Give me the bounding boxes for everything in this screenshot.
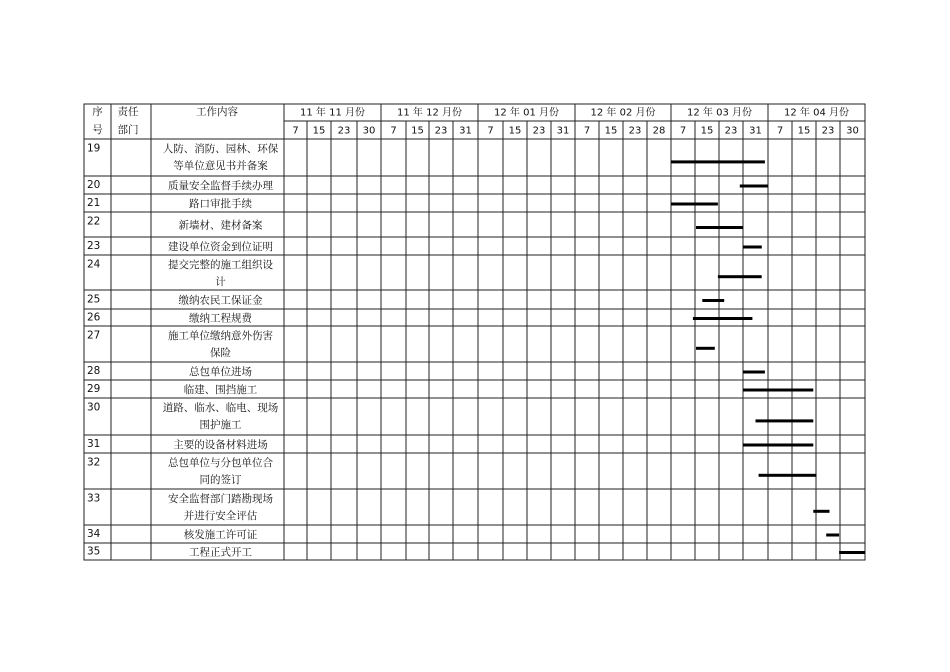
header-seq-top: 序 <box>92 106 103 118</box>
task-number: 30 <box>87 401 101 414</box>
task-number: 21 <box>87 197 101 209</box>
task-number: 19 <box>87 142 101 155</box>
day-tick-label: 23 <box>434 125 448 137</box>
gantt-bar <box>743 389 813 392</box>
task-description: 缴纳工程规费 <box>189 312 252 325</box>
day-tick-label: 15 <box>508 125 522 137</box>
gantt-bar <box>702 299 724 302</box>
month-label: 12 年 04 月份 <box>784 107 849 119</box>
task-description: 工程正式开工 <box>189 546 252 559</box>
day-tick-label: 23 <box>628 125 642 137</box>
day-tick-label: 7 <box>292 125 299 137</box>
task-description: 安全监督部门踏勘现场 <box>168 493 273 505</box>
day-tick-label: 30 <box>846 125 859 137</box>
gantt-bar <box>839 551 865 554</box>
day-tick-label: 31 <box>459 125 472 137</box>
month-label: 12 年 02 月份 <box>590 107 656 119</box>
task-description: 总包单位进场 <box>189 366 252 378</box>
task-number: 35 <box>87 545 101 558</box>
task-description: 施工单位缴纳意外伤害 <box>168 330 273 342</box>
day-tick-label: 15 <box>312 125 326 137</box>
day-tick-label: 7 <box>583 125 591 137</box>
gantt-bar <box>671 160 765 163</box>
gantt-bar <box>693 317 753 320</box>
day-tick-label: 23 <box>821 125 835 137</box>
day-tick-label: 15 <box>411 125 424 137</box>
task-number: 22 <box>87 215 101 228</box>
day-tick-label: 15 <box>700 125 714 137</box>
task-description: 保险 <box>210 347 231 359</box>
task-description: 等单位意见书并备案 <box>173 160 268 172</box>
task-number: 34 <box>87 528 101 540</box>
task-number: 20 <box>87 179 101 191</box>
task-description: 提交完整的施工组织设 <box>168 259 273 271</box>
day-tick-label: 28 <box>652 125 666 137</box>
task-description: 新墙材、建材备案 <box>178 219 263 232</box>
task-description: 核发施工许可证 <box>183 529 258 541</box>
task-number: 24 <box>87 258 101 271</box>
task-description: 围护施工 <box>199 419 242 431</box>
day-tick-label: 7 <box>776 125 784 137</box>
task-description: 道路、临水、临电、现场 <box>162 402 279 414</box>
task-number: 23 <box>87 240 101 252</box>
gantt-bar <box>696 347 715 350</box>
month-label: 12 年 01 月份 <box>494 107 559 119</box>
task-number: 29 <box>87 383 101 395</box>
gantt-bar <box>756 419 814 422</box>
task-number: 32 <box>87 456 101 469</box>
task-number: 27 <box>87 329 101 342</box>
task-description: 缴纳农民工保证金 <box>178 294 263 307</box>
task-description: 建设单位资金到位证明 <box>168 241 273 253</box>
task-number: 31 <box>87 438 101 450</box>
task-description: 总包单位与分包单位合 <box>168 457 273 469</box>
header-dept-bottom: 部门 <box>117 124 139 136</box>
task-description: 主要的设备材料进场 <box>173 439 268 451</box>
task-number: 33 <box>87 492 101 505</box>
task-number: 28 <box>87 365 101 377</box>
task-number: 26 <box>87 311 101 324</box>
task-description: 计 <box>215 276 226 288</box>
task-description: 同的签订 <box>199 474 242 486</box>
day-tick-label: 31 <box>556 125 570 137</box>
header-seq-bottom: 号 <box>92 124 103 136</box>
gantt-bar <box>813 510 829 513</box>
gantt-bar <box>743 246 762 249</box>
header-work-content: 工作内容 <box>196 106 238 118</box>
day-tick-label: 23 <box>532 125 546 137</box>
task-number: 25 <box>87 293 101 306</box>
task-description: 并进行安全评估 <box>183 510 258 522</box>
gantt-bar <box>740 185 768 188</box>
day-tick-label: 7 <box>679 125 687 137</box>
header-dept-top: 责任 <box>117 106 139 118</box>
gantt-bar <box>743 444 813 447</box>
gantt-bar <box>759 474 817 477</box>
day-tick-label: 7 <box>390 125 397 137</box>
task-description: 人防、消防、园林、环保 <box>162 143 279 155</box>
day-tick-label: 15 <box>797 125 811 137</box>
day-tick-label: 7 <box>487 125 494 137</box>
task-description: 质量安全监督手续办理 <box>168 180 273 192</box>
task-description: 路口审批手续 <box>189 198 252 210</box>
task-description: 临建、围挡施工 <box>183 384 258 396</box>
gantt-bar <box>696 226 743 229</box>
month-label: 12 年 03 月份 <box>687 107 752 119</box>
day-tick-label: 15 <box>604 125 618 137</box>
gantt-bar <box>743 371 765 374</box>
day-tick-label: 30 <box>362 125 376 137</box>
day-tick-label: 23 <box>724 125 738 137</box>
gantt-bar <box>671 203 718 206</box>
month-label: 11 年 11 月份 <box>300 107 365 119</box>
month-label: 11 年 12 月份 <box>397 107 462 119</box>
gantt-bar <box>718 275 762 278</box>
gantt-bar <box>826 534 839 537</box>
day-tick-label: 23 <box>337 125 351 137</box>
day-tick-label: 31 <box>749 125 762 137</box>
